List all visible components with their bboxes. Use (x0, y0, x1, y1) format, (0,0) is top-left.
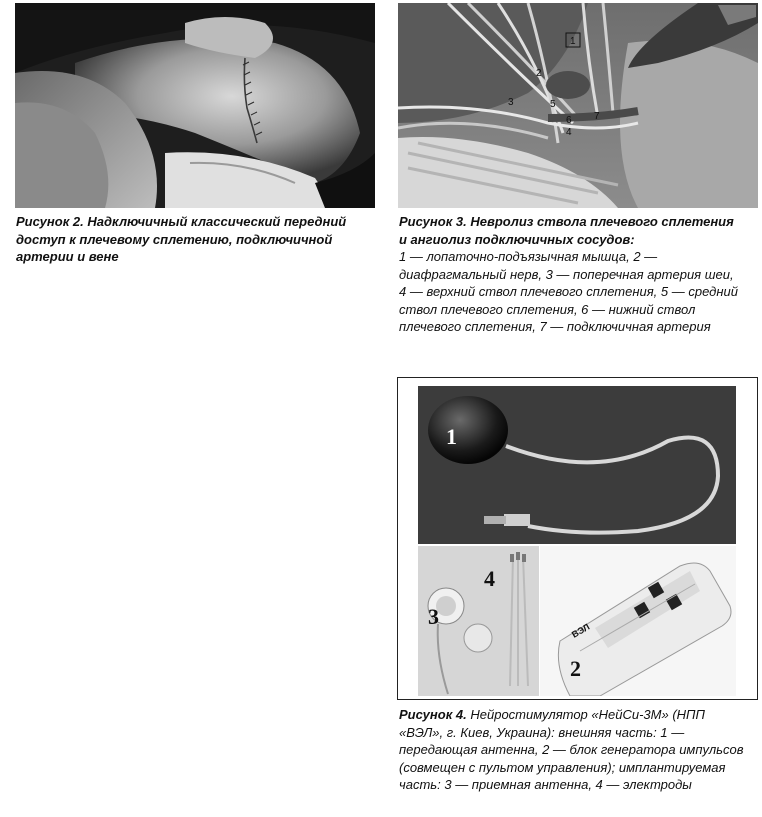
marker-2: 2 (536, 68, 542, 79)
marker-4: 4 (566, 127, 572, 138)
label-1: 1 (446, 424, 457, 449)
generator-panel (540, 546, 736, 696)
device-brand: ВЭЛ (570, 621, 592, 640)
figure-3-legend: 1 — лопаточно-подъязычная мышца, 2 — диафрагмальный нерв, 3 — поперечная артерия шеи, 4 — верхний ствол плечевого сплетения, 5 — средний ствол плечевого сплетения, 6 — нижний ствол плечевого сплетения, 7 — подключичная артерия (399, 249, 738, 334)
pulse-generator-image (540, 546, 736, 696)
figure-4-photo (397, 377, 758, 700)
figure-4-title: Рисунок 4. (399, 707, 467, 722)
surgical-access-photo (15, 3, 375, 208)
label-2: 2 (570, 656, 581, 681)
marker-6: 6 (566, 115, 572, 126)
figure-3-caption (399, 213, 744, 336)
marker-3: 3 (508, 97, 514, 108)
figure-3-text: Невролиз ствола плечевого сплетения и ангиолиз подключичных сосудов: (399, 214, 734, 247)
figure-2-photo (15, 3, 375, 208)
figure-2-title: Рисунок 2. (16, 214, 84, 229)
figure-4-text: Нейростимулятор «НейСи-3М» (НПП «ВЭЛ», г. Киев, Украина): внешняя часть: 1 — передающая антенна, 2 — блок генератора импульсов (совмещен с пультом управления); имплантируемая часть: 3 — приемная антенна, 4 — электроды (399, 707, 744, 792)
antenna-panel (418, 386, 736, 544)
figure-3-photo (398, 3, 758, 208)
marker-1: 1 (570, 36, 576, 47)
implant-panel (418, 546, 539, 696)
figure-4-caption (399, 706, 744, 794)
figure-3-title: Рисунок 3. (399, 214, 467, 229)
figure-2-text: Надключичный классический передний доступ к плечевому сплетению, подключичной артерии и вене (16, 214, 347, 264)
transmitting-antenna-image (418, 386, 736, 544)
receiving-antenna-image (418, 546, 539, 696)
label-3: 3 (428, 604, 439, 629)
neurolysis-photo (398, 3, 758, 208)
marker-7: 7 (594, 111, 600, 122)
label-4: 4 (484, 566, 495, 591)
marker-5: 5 (550, 99, 556, 110)
figure-2-caption (16, 213, 376, 266)
